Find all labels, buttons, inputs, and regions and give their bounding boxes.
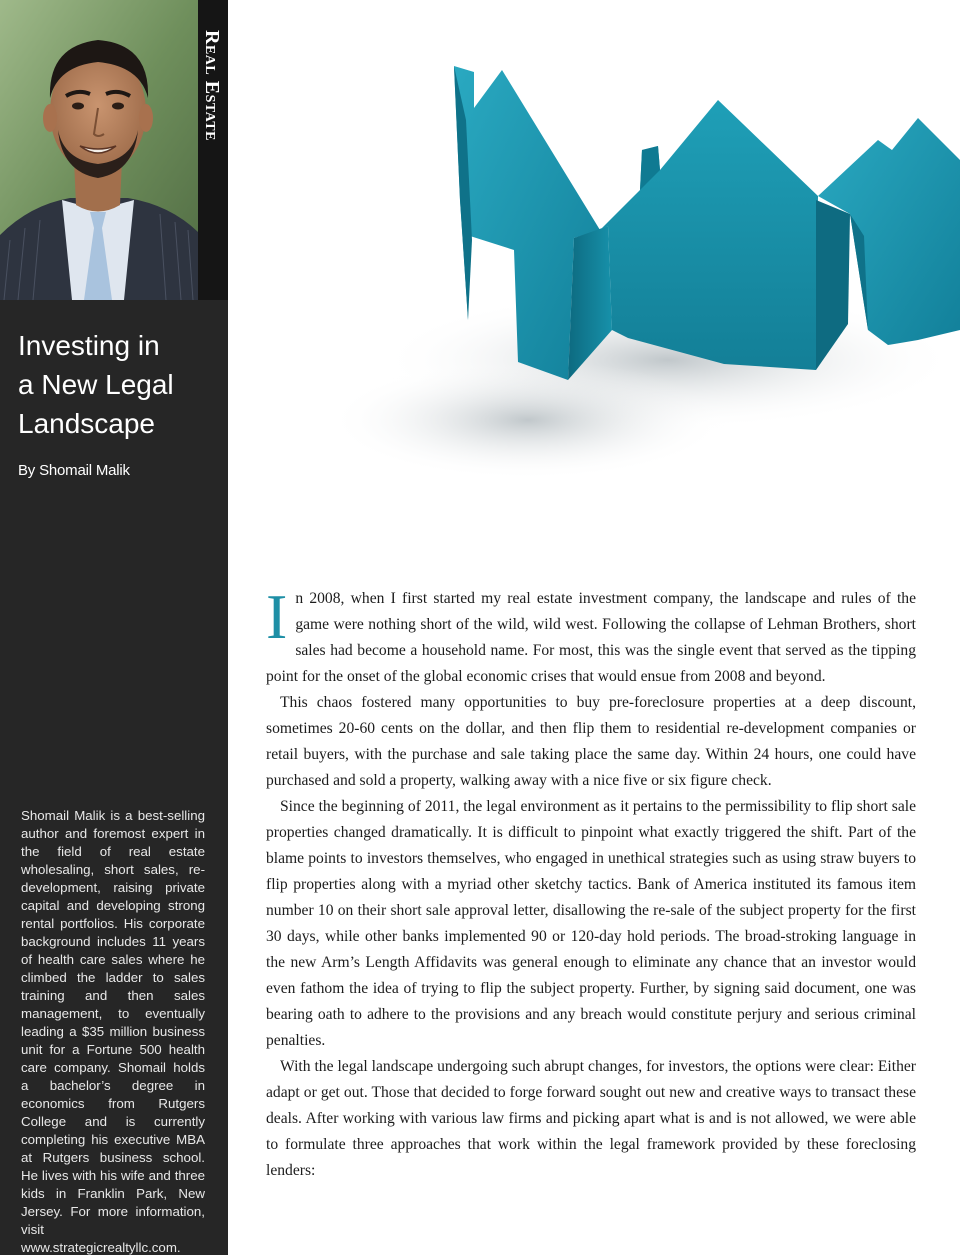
- author-photo: [0, 0, 198, 300]
- article-title: [18, 326, 218, 443]
- article-body: [266, 581, 916, 1184]
- title-line: a New Legal: [18, 369, 174, 400]
- title-line: Investing in: [18, 330, 160, 361]
- paper-houses-illustration: [228, 0, 960, 560]
- article-paragraph: This chaos fostered many opportunities to buy pre-foreclosure properties at a deep discount, sometimes 20-60 cents on the dollar, and then flip them to residential re-development companies or retail buyers, with the purchase and sale taking place the same day. Within 24 hours, one could have purchased and sold a property, walking away with a nice five or six figure check.: [266, 694, 916, 789]
- drop-cap: I: [266, 581, 288, 652]
- sidebar: [0, 0, 228, 1255]
- author-portrait-image: [0, 0, 198, 300]
- author-bio: Shomail Malik is a best-selling author and foremost expert in the field of real estate wholesaling, short sales, re-development, raising private capital and developing strong rental portfolios. His corporate background includes 11 years of health care sales where he climbed the ladder to sales training and then sales management, to eventually leading a $35 million business unit for a Fortune 500 health care company. Shomail holds a bachelor’s degree in economics from Rutgers College and is currently completing his executive MBA at Rutgers business school. He lives with his wife and three kids in Franklin Park, New Jersey. For more information, visit www.strategicrealtyllc.com.: [21, 808, 205, 1255]
- article-paragraph: With the legal landscape undergoing such abrupt changes, for investors, the options were clear: Either adapt or get out. Those that decided to forge forward sought out new and creative ways to transact these deals. After working with various law firms and picking apart what is and is not allowed, we were able to formulate three approaches that work within the legal framework provided by these foreclosing lenders:: [266, 1058, 916, 1179]
- article-paragraph: Since the beginning of 2011, the legal environment as it pertains to the permissibility to flip short sale properties changed dramatically. It is difficult to pinpoint what exactly triggered the shift. Part of the blame points to investors themselves, who engaged in unethical strategies such as using straw buyers to flip properties along with a myriad other sketchy tactics. Bank of America instituted its famous item number 10 on their short sale approval letter, disallowing the re-sale of the subject property for the first 30 days, while other banks implemented 90 or 120-day hold periods. The broad-stroking language in the new Arm’s Length Affidavits was general enough to eliminate any chance that an investor would even fathom the idea of trying to flip the subject property. Further, by signing said document, one was bearing oath to adhere to the provisions and any breach would constitute perjury and serious criminal penalties.: [266, 798, 916, 1049]
- hero-image: [228, 0, 960, 560]
- paragraph-text: n 2008, when I first started my real estate investment company, the landscape and rules of the game were nothing short of the wild, wild west. Following the collapse of Lehman Brothers, short sales had become a household name. For most, this was the single event that served as the tipping point for the onset of the global economic crises that would ensue from 2008 and beyond.: [266, 590, 916, 685]
- byline: By Shomail Malik: [18, 462, 130, 479]
- title-line: Landscape: [18, 408, 156, 439]
- article-paragraph: [266, 581, 916, 690]
- section-label: Real Estate: [201, 30, 223, 141]
